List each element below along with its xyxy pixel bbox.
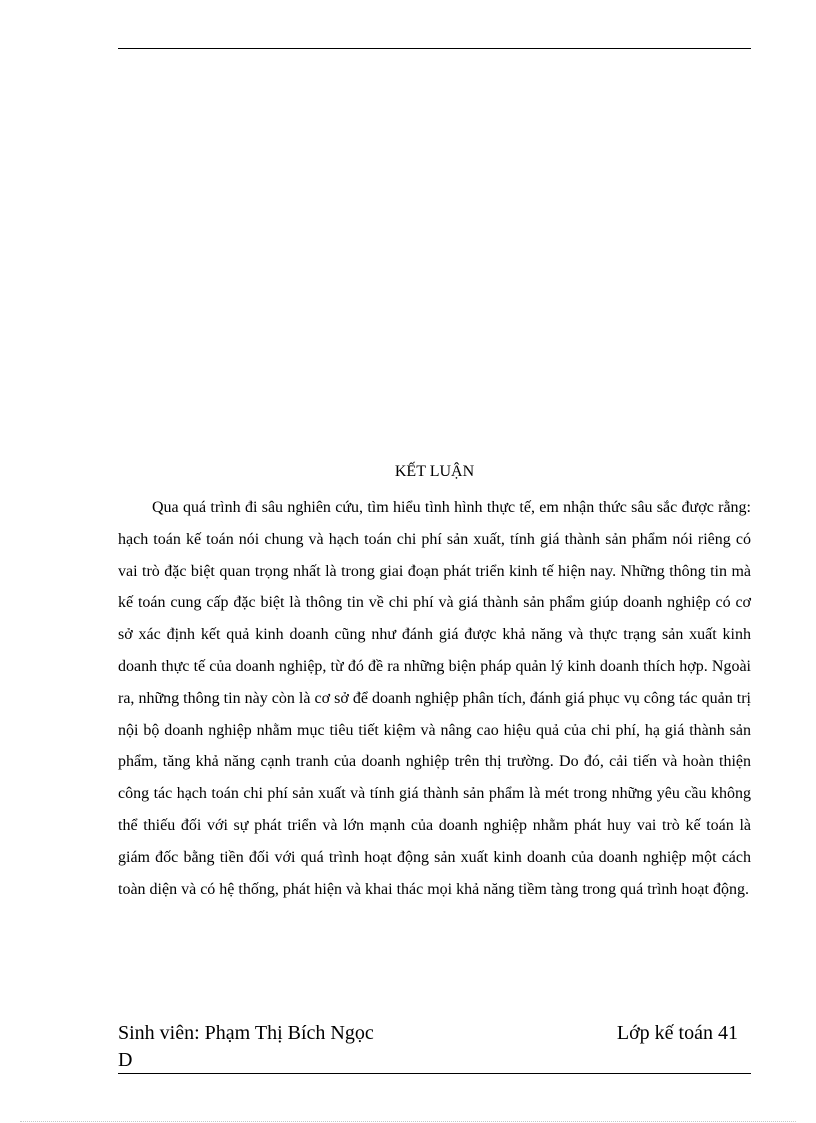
- footer-class: Lớp kế toán 41: [616, 1022, 738, 1044]
- footer-row: [118, 1020, 751, 1047]
- header-rule: [118, 48, 751, 49]
- page-title: KẾT LUẬN: [394, 463, 475, 480]
- page-footer: [118, 1020, 751, 1074]
- conclusion-paragraph: Qua quá trình đi sâu nghiên cứu, tìm hiểu tình hình thực tế, em nhận thức sâu sắc được rằng: hạch toán kế toán nói chung và hạch toán chi phí sản xuất, tính giá thành sản phẩm nói riêng có vai trò đặc biệt quan trọng nhất là trong giai đoạn phát triển kinh tế hiện nay. Những thông tin mà kế toán cung cấp đặc biệt là thông tin về chi phí và giá thành sản phẩm giúp doanh nghiệp có cơ sở xác định kết quả kinh doanh cũng như đánh giá được khả năng và thực trạng sản xuất kinh doanh thực tế của doanh nghiệp, từ đó đề ra những biện pháp quản lý kinh doanh thích hợp. Ngoài ra, những thông tin này còn là cơ sở để doanh nghiệp phân tích, đánh giá phục vụ công tác quản trị nội bộ doanh nghiệp nhằm mục tiêu tiết kiệm và nâng cao hiệu quả của chi phí, hạ giá thành sản phẩm, tăng khả năng cạnh tranh của doanh nghiệp trên thị trường. Do đó, cải tiến và hoàn thiện công tác hạch toán chi phí sản xuất và tính giá thành sản phẩm là mét trong những yêu cầu không thể thiếu đối với sự phát triển và lớn mạnh của doanh nghiệp nhằm phát huy vai trò kế toán là giám đốc bằng tiền đối với quá trình hoạt động sản xuất kinh doanh của doanh nghiệp một cách toàn diện và có hệ thống, phát hiện và khai thác mọi khả năng tiềm tàng trong quá trình hoạt động.: [118, 499, 751, 898]
- footer-rule: [118, 1073, 751, 1074]
- footer-student-name: Sinh viên: Phạm Thị Bích Ngọc: [118, 1022, 374, 1044]
- page-edge-divider: [20, 1121, 796, 1122]
- footer-class-suffix: D: [118, 1049, 133, 1071]
